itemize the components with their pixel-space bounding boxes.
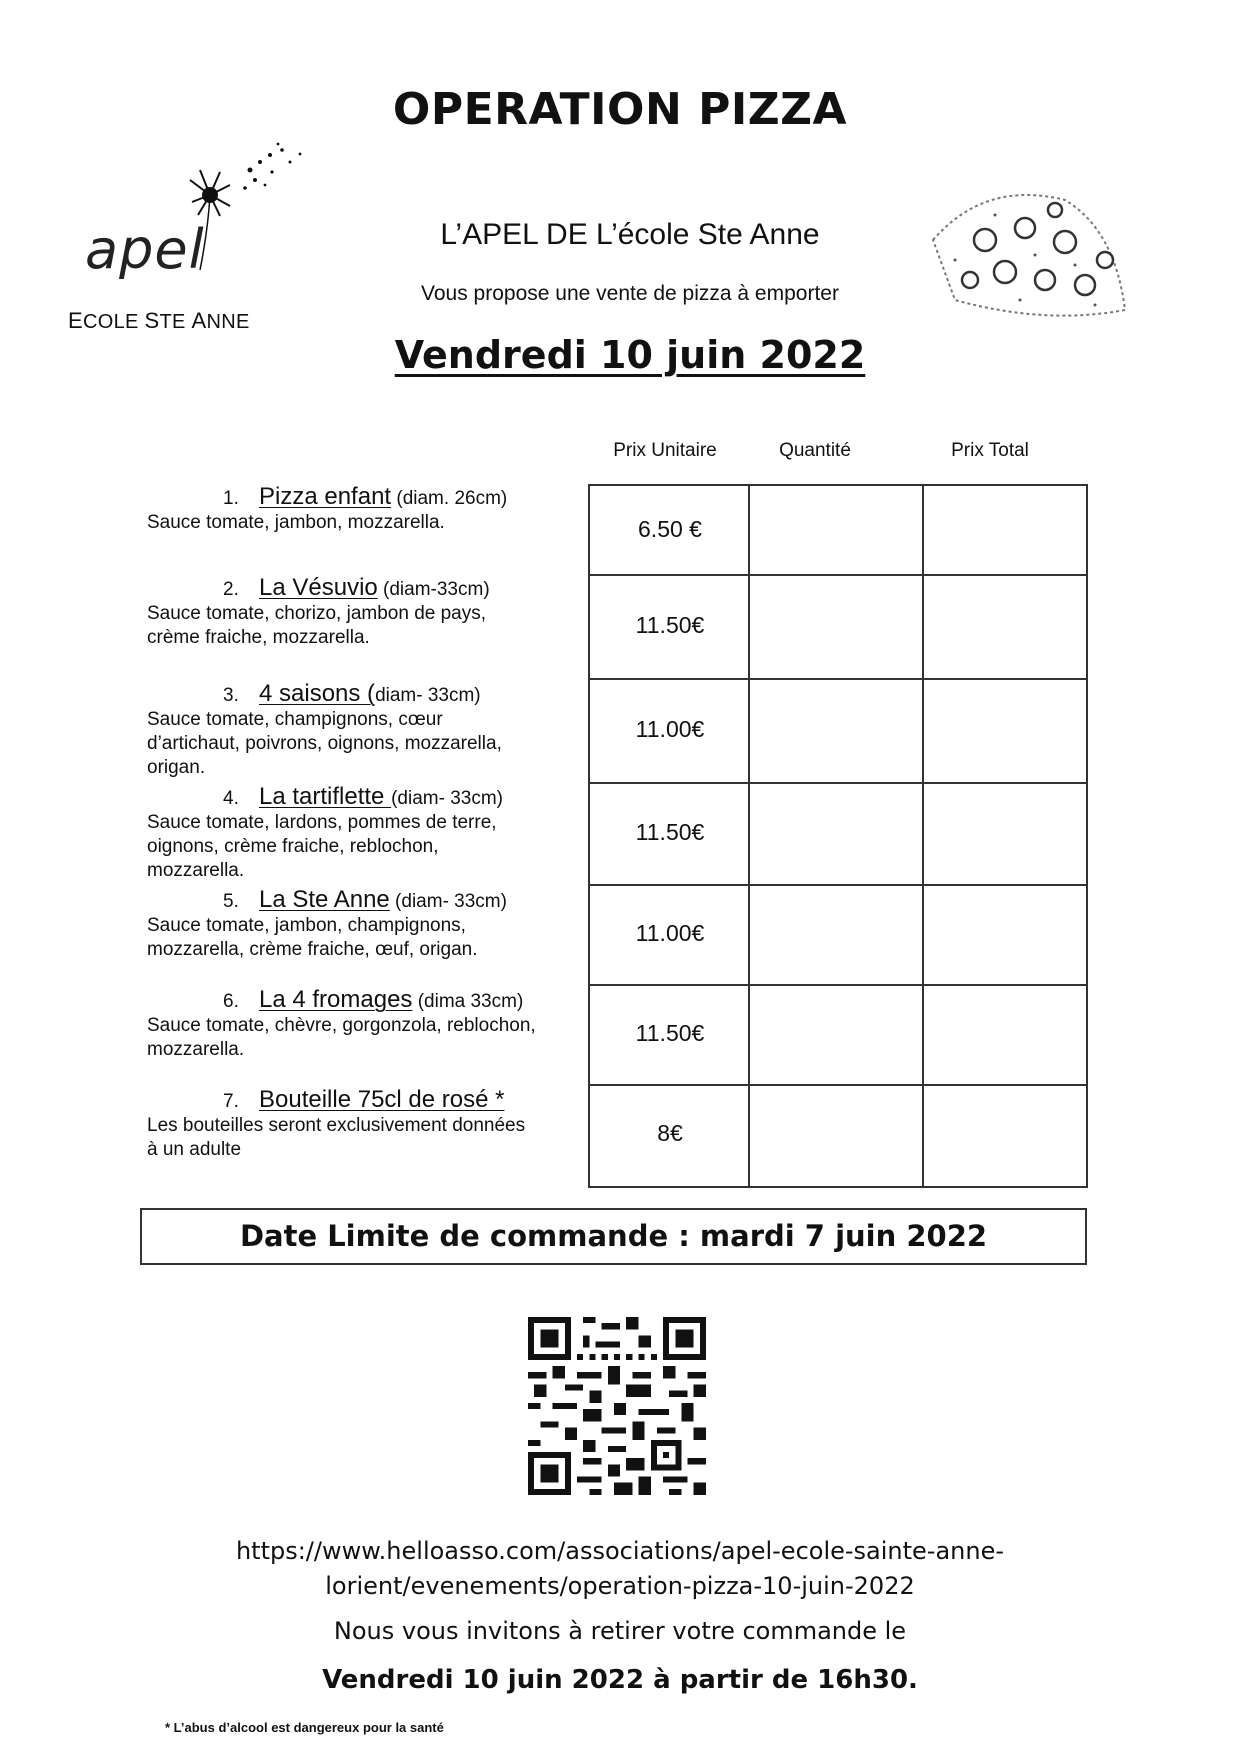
menu-item: 2. La Vésuvio (diam-33cm) Sauce tomate, chorizo, jambon de pays, crème fraiche, mozzarella. [147, 576, 587, 650]
menu-item: 3. 4 saisons (diam- 33cm) Sauce tomate, champignons, cœur d’artichaut, poivrons, oignons, mozzarella, origan. [147, 682, 587, 780]
menu-item: 5. La Ste Anne (diam- 33cm) Sauce tomate, jambon, champignons, mozzarella, crème fraiche, œuf, origan. [147, 888, 587, 962]
event-date: Vendredi 10 juin 2022 [394, 333, 866, 377]
item-description: Sauce tomate, jambon, mozzarella. [147, 512, 445, 533]
logo-school-name: ECOLE STE ANNE [68, 308, 250, 333]
item-name: La tartiflette [259, 783, 392, 810]
item-name: 4 saisons ( [259, 680, 376, 707]
menu-item: 1. Pizza enfant (diam. 26cm) Sauce tomate, jambon, mozzarella. [147, 485, 587, 535]
unit-price-cell: 11.50€ [635, 819, 705, 845]
menu-item: 4. La tartiflette (diam- 33cm) Sauce tomate, lardons, pommes de terre, oignons, crème fraiche, reblochon, mozzarella. [147, 785, 587, 883]
alcohol-footnote: * L’abus d’alcool est dangereux pour la santé [165, 1720, 444, 1735]
menu-item: 7. Bouteille 75cl de rosé * Les bouteilles seront exclusivement données à un adulte [147, 1088, 587, 1162]
qr-code[interactable] [528, 1317, 706, 1495]
order-deadline: Date Limite de commande : mardi 7 juin 2022 [140, 1208, 1087, 1265]
unit-price-cell: 11.50€ [635, 1020, 705, 1046]
item-name: Bouteille 75cl de rosé * [259, 1086, 505, 1113]
item-description: Sauce tomate, champignons, cœur d’artichaut, poivrons, oignons, mozzarella, origan. [147, 709, 502, 778]
table-divider [590, 1084, 1086, 1086]
item-description: Les bouteilles seront exclusivement données à un adulte [147, 1115, 526, 1160]
item-description: Sauce tomate, chorizo, jambon de pays, crème fraiche, mozzarella. [147, 603, 487, 648]
menu-item: 6. La 4 fromages (dima 33cm) Sauce tomate, chèvre, gorgonzola, reblochon, mozzarella. [147, 988, 587, 1062]
table-divider [590, 884, 1086, 886]
page-title: OPERATION PIZZA [392, 84, 848, 135]
table-divider [590, 984, 1086, 986]
column-header-unit-price: Prix Unitaire [613, 440, 717, 461]
item-description: Sauce tomate, jambon, champignons, mozzarella, crème fraiche, œuf, origan. [147, 915, 478, 960]
column-header-quantity: Quantité [779, 440, 851, 461]
unit-price-cell: 11.50€ [635, 612, 705, 638]
pickup-time: Vendredi 10 juin 2022 à partir de 16h30. [322, 1665, 918, 1695]
unit-price-cell: 11.00€ [635, 716, 705, 742]
unit-price-cell: 11.00€ [635, 920, 705, 946]
item-description: Sauce tomate, lardons, pommes de terre, oignons, crème fraiche, reblochon, mozzarella. [147, 812, 497, 881]
item-name: Pizza enfant [259, 483, 392, 510]
table-divider [590, 574, 1086, 576]
item-name: La Ste Anne [259, 886, 390, 913]
order-url-line-1[interactable]: https://www.helloasso.com/associations/apel-ecole-sainte-anne- [235, 1537, 1005, 1565]
item-name: La 4 fromages [259, 986, 413, 1013]
pickup-intro: Nous vous invitons à retirer votre commande le [333, 1617, 907, 1645]
table-divider [922, 486, 924, 1186]
column-header-total-price: Prix Total [951, 440, 1029, 461]
unit-price-cell: 8€ [657, 1120, 683, 1146]
total-cell[interactable] [924, 486, 1086, 574]
item-description: Sauce tomate, chèvre, gorgonzola, reblochon, mozzarella. [147, 1015, 536, 1060]
table-divider [590, 678, 1086, 680]
order-table [588, 484, 1088, 1188]
logo-wordmark: apel [85, 218, 205, 281]
offer-line: Vous propose une vente de pizza à emporter [421, 282, 839, 305]
table-divider [590, 782, 1086, 784]
order-url-line-2[interactable]: lorient/evenements/operation-pizza-10-juin-2022 [325, 1572, 915, 1600]
item-name: La Vésuvio [259, 574, 378, 601]
quantity-cell[interactable] [750, 486, 922, 574]
unit-price-cell: 6.50 € [638, 516, 702, 542]
pizza-slice-image [925, 180, 1135, 330]
organizer-line: L’APEL DE L’école Ste Anne [440, 218, 820, 251]
